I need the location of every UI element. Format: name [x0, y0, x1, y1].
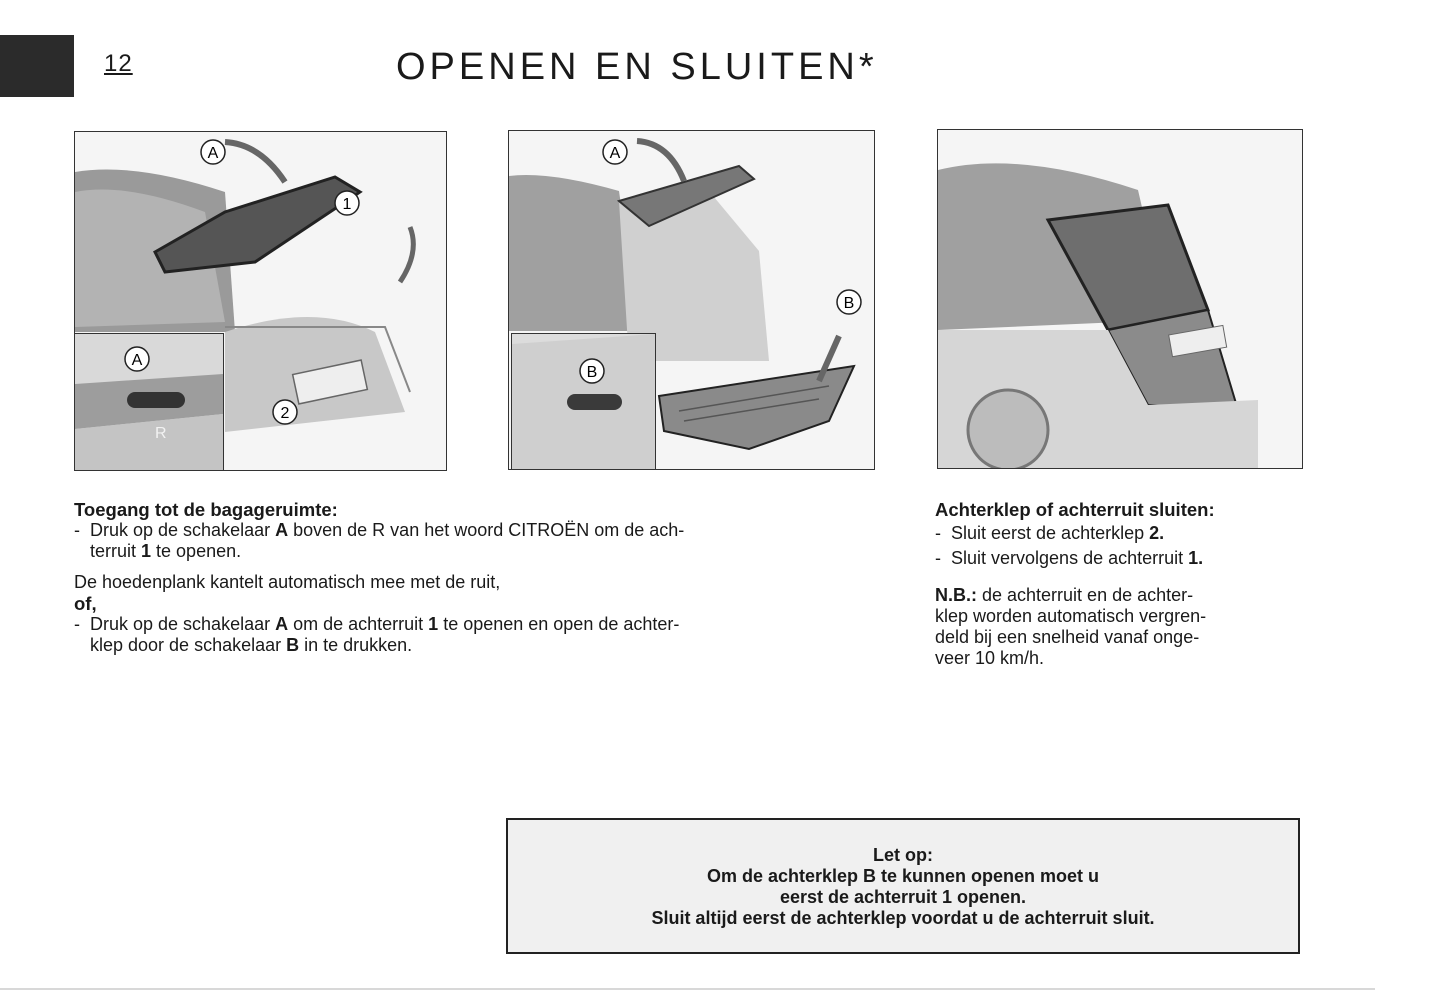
- text-run: Druk op de schakelaar: [90, 614, 276, 634]
- warning-line-1: Om de achterklep B te kunnen openen moet u: [706, 866, 1100, 886]
- inset-label-b: B: [586, 364, 598, 381]
- nb-note: [935, 585, 1307, 669]
- warning-line-2: eerst de achterruit 1 openen.: [779, 887, 1027, 907]
- right-column-text: [935, 499, 1307, 669]
- text-run: Druk op de schakelaar: [90, 520, 276, 540]
- text-run: te openen en open de achter-: [438, 614, 680, 634]
- label-2: 2: [280, 405, 290, 422]
- label-1: 1: [342, 196, 352, 213]
- list-dash: -: [935, 523, 941, 543]
- page-title: OPENEN EN SLUITEN*: [396, 46, 878, 88]
- text-run: boven de R van het woord CITROËN om de ach-: [288, 520, 685, 540]
- list-item-1: [74, 520, 884, 562]
- warning-line-3: Sluit altijd eerst de achterklep voordat u de achterruit sluit.: [651, 908, 1155, 928]
- bold-run: 1.: [1188, 548, 1204, 568]
- text-run: in te drukken.: [299, 635, 413, 655]
- list-item-close-1: [935, 523, 1307, 544]
- text-run: deld bij een snelheid vanaf onge-: [935, 627, 1200, 647]
- label-b: B: [843, 295, 855, 312]
- bold-run: B: [286, 635, 300, 655]
- text-run: Sluit vervolgens de achterruit: [951, 548, 1189, 568]
- inset-switch-b: [511, 333, 656, 470]
- inset-label-a: A: [131, 352, 143, 369]
- section-heading-access: Toegang tot de bagageruimte:: [74, 499, 338, 520]
- list-dash: -: [74, 614, 80, 634]
- text-run: terruit: [90, 541, 142, 561]
- inset-switch-a: [74, 333, 224, 471]
- page-number: 12: [104, 50, 133, 77]
- bold-run: 1: [428, 614, 439, 634]
- car-closed-illustration: [938, 130, 1302, 468]
- warning-box: [506, 818, 1300, 954]
- label-a: A: [207, 145, 219, 162]
- page-bottom-edge: [0, 988, 1375, 990]
- switch-a-illustration: [75, 334, 223, 470]
- list-dash: -: [74, 520, 80, 540]
- text-run: klep worden automatisch vergren-: [935, 606, 1207, 626]
- or-label: of,: [74, 593, 97, 614]
- text-run: te openen.: [151, 541, 242, 561]
- warning-title: Let op:: [873, 845, 933, 865]
- text-run: de achterruit en de achter-: [977, 585, 1194, 605]
- bold-run: A: [275, 614, 289, 634]
- switch-b-illustration: [512, 334, 655, 469]
- bold-run: 2.: [1149, 523, 1165, 543]
- list-dash: -: [935, 548, 941, 568]
- section-heading-closing: Achterklep of achterruit sluiten:: [935, 499, 1215, 520]
- left-column-text: [74, 499, 884, 656]
- paragraph-hat-shelf: De hoedenplank kantelt automatisch mee met de ruit,: [74, 572, 501, 592]
- label-a: A: [609, 145, 621, 162]
- inset-label-r: R: [155, 425, 167, 442]
- list-item-2: [74, 614, 884, 656]
- text-run: om de achterruit: [288, 614, 429, 634]
- text-run: klep door de schakelaar: [90, 635, 287, 655]
- bold-run: A: [275, 520, 289, 540]
- text-run: veer 10 km/h.: [935, 648, 1045, 668]
- list-item-close-2: [935, 548, 1307, 569]
- text-run: Sluit eerst de achterklep: [951, 523, 1150, 543]
- nb-label: N.B.:: [935, 585, 977, 605]
- figure-closed: [937, 129, 1303, 469]
- corner-tab: [0, 35, 74, 97]
- bold-run: 1: [141, 541, 152, 561]
